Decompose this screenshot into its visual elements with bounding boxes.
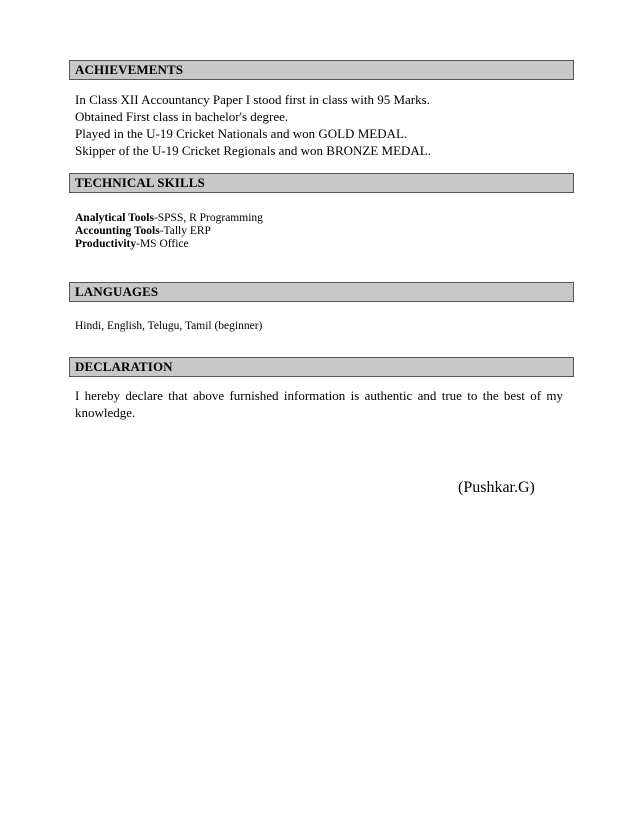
achievement-item: Played in the U-19 Cricket Nationals and won GOLD MEDAL. (75, 126, 408, 141)
skill-value: -SPSS, R Programming (153, 212, 263, 224)
technical-skills-heading: TECHNICAL SKILLS (69, 173, 574, 193)
skill-row (75, 225, 211, 238)
achievements-heading: ACHIEVEMENTS (69, 60, 574, 80)
declaration-text: I hereby declare that above furnished information is authentic and true to the best of my knowledge. (75, 388, 563, 420)
skill-value: -MS Office (136, 238, 189, 250)
languages-text: Hindi, English, Telugu, Tamil (beginner) (75, 320, 263, 332)
achievement-item: Obtained First class in bachelor's degree. (75, 109, 289, 124)
skill-label: Analytical Tools (75, 212, 154, 224)
achievement-item: In Class XII Accountancy Paper I stood first in class with 95 Marks. (75, 92, 430, 107)
skill-value: -Tally ERP (159, 225, 211, 237)
skill-row (75, 238, 189, 251)
declaration-heading: DECLARATION (69, 357, 574, 377)
signature-name: (Pushkar.G) (458, 479, 535, 496)
skill-row (75, 212, 263, 225)
achievement-item: Skipper of the U-19 Cricket Regionals and won BRONZE MEDAL. (75, 143, 432, 158)
languages-heading: LANGUAGES (69, 282, 574, 302)
skill-label: Productivity (75, 238, 137, 250)
skill-label: Accounting Tools (75, 225, 160, 237)
